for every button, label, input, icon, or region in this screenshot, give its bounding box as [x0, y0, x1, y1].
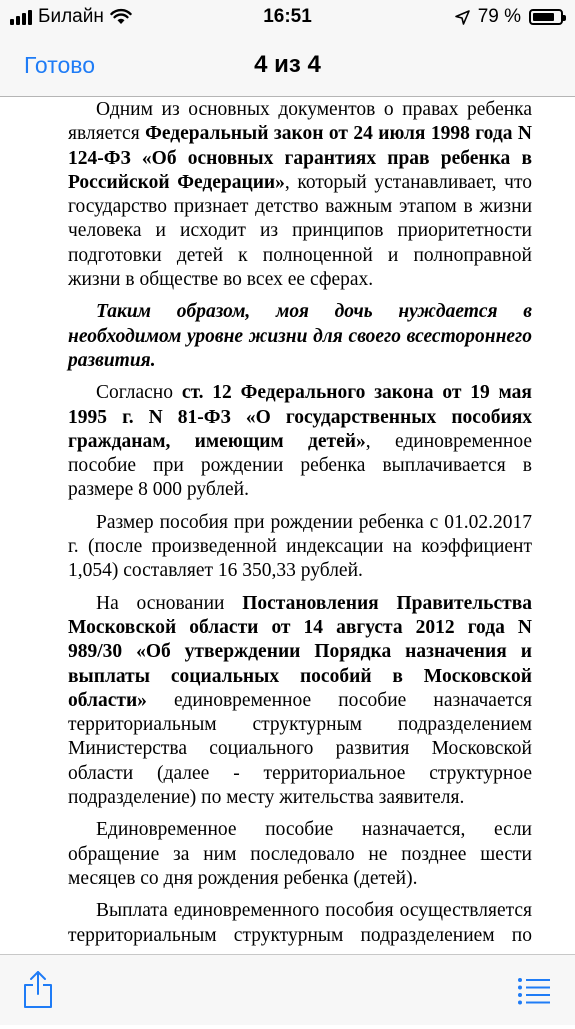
- paragraph-1: Одним из основных документов о правах ребенка является Федеральный закон от 24 июля 1998 года N 124-ФЗ «Об основных гарантиях прав ребенка в Российской Федерации», который устанавливает, что государство признает детство важным этапом в жизни человека и исходит из принципов приоритетности подготовки детей к полноценной и полноправной жизни в обществе во всех ее сферах.: [68, 99, 532, 291]
- battery-icon: [529, 9, 563, 25]
- paragraph-7: Выплата единовременного пособия осуществляется территориальным структурным подразделением по: [68, 900, 532, 946]
- battery-fill: [533, 13, 554, 21]
- done-button[interactable]: Готово: [24, 52, 96, 78]
- paragraph-5: На основании Постановления Правительства Московской области от 14 августа 2012 года N 989/30 «Об утверждении Порядка назначения и выплаты социальных пособий в Московской области» единовременное пособие назначается территориальным структурным подразделением Министерства социального развития Московской области (далее - территориальное структурное подразделение) по месту жительства заявителя.: [68, 592, 532, 809]
- share-icon[interactable]: [22, 969, 54, 1009]
- law-reference: ст. 12 Федерального закона от 19 мая 1995 г. N 81-ФЗ «О государственных пособиях гражданам, имеющим детей»: [68, 382, 532, 452]
- bottom-toolbar: [0, 954, 575, 1025]
- paragraph-3: Согласно ст. 12 Федерального закона от 19 мая 1995 г. N 81-ФЗ «О государственных пособиях гражданам, имеющим детей», единовременное пособие при рождении ребенка выплачивается в размере 8 000 рублей.: [68, 382, 533, 501]
- page-counter-title: 4 из 4: [254, 51, 321, 78]
- document-viewer[interactable]: [0, 96, 575, 954]
- status-time: 16:51: [263, 6, 312, 27]
- battery-percent: 79 %: [477, 6, 521, 27]
- status-bar: [0, 0, 575, 34]
- nav-bar: [0, 34, 575, 97]
- document-text: [68, 98, 532, 1029]
- law-reference: Постановления Правительства Московской области от 14 августа 2012 года N 989/30 «Об утверждении Порядка назначения и выплаты социальных пособий в Московской области»: [68, 592, 532, 711]
- paragraph-4: Размер пособия при рождении ребенка с 01.02.2017 г. (после произведенной индексации на коэффициент 1,054) составляет 16 350,33 рублей.: [68, 511, 532, 582]
- status-right: [455, 6, 563, 28]
- law-reference: Федеральный закон от 24 июля 1998 года N 124-ФЗ «Об основных гарантиях прав ребенка в Российской Федерации»: [68, 123, 532, 193]
- carrier-label: Билайн: [38, 6, 104, 27]
- paragraph-2: Таким образом, моя дочь нуждается в необходимом уровне жизни для своего всестороннего развития.: [68, 301, 532, 371]
- list-icon[interactable]: [517, 977, 551, 1005]
- paragraph-6: Единовременное пособие назначается, если обращение за ним последовало не позднее шести месяцев со дня рождения ребенка (детей).: [68, 819, 532, 889]
- location-arrow-icon: [455, 10, 470, 25]
